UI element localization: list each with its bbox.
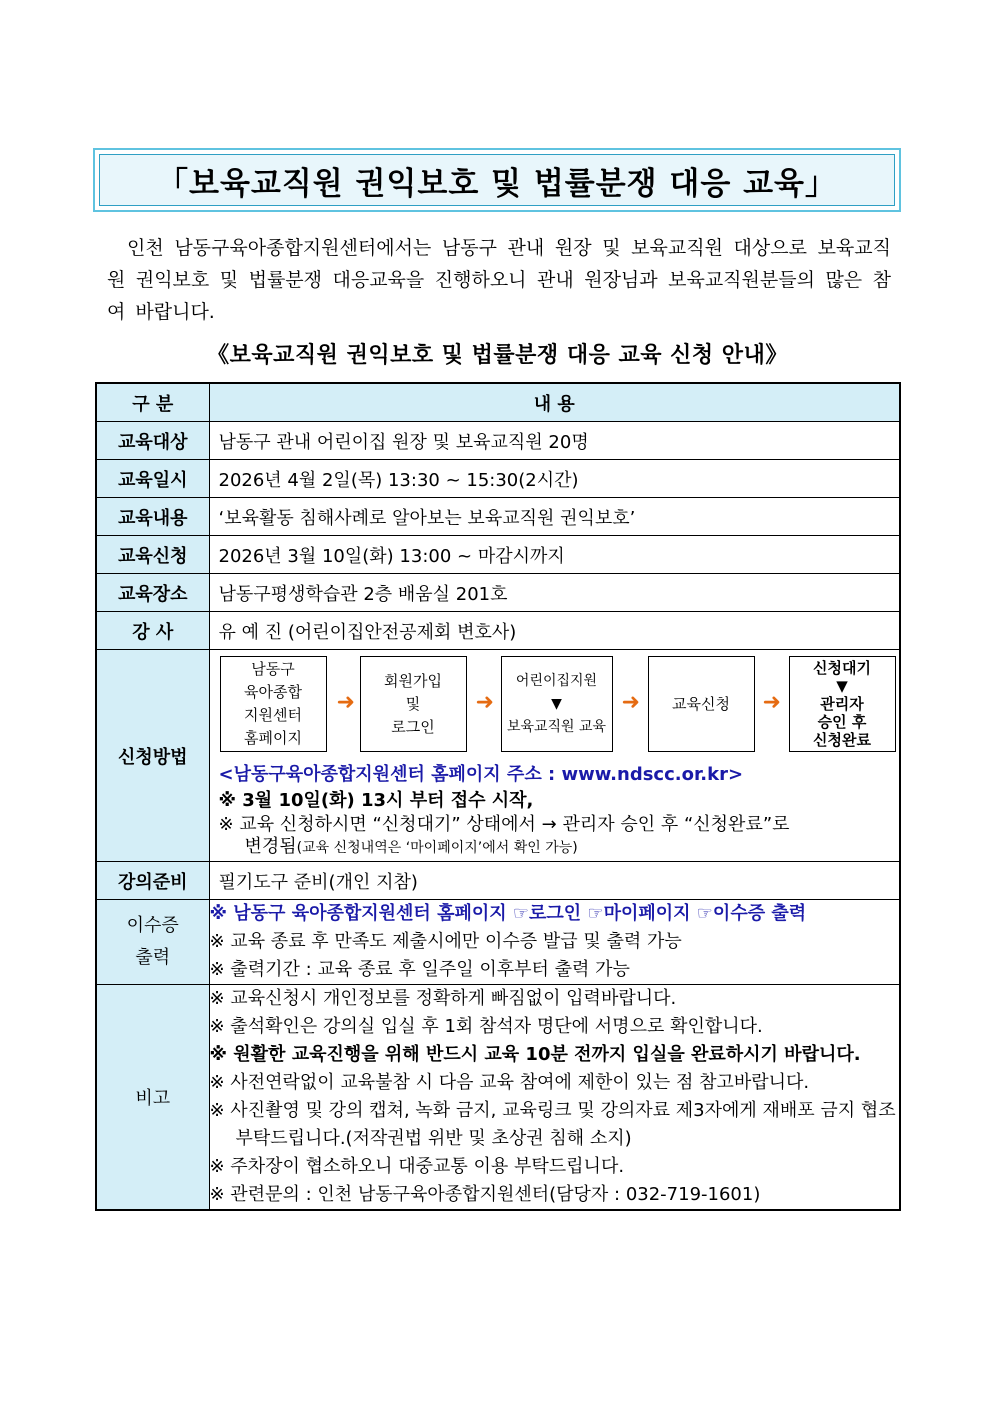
remark-item: ※ 관련문의 : 인천 남동구육아종합지원센터(담당자 : 032-719-1601) <box>209 1184 761 1205</box>
value-content: ‘보육활동 침해사례로 알아보는 보육교직원 권익보호’ <box>209 498 900 536</box>
row-certificate <box>96 900 900 985</box>
remark-item: ※ 주차장이 협소하오니 대중교통 이용 부탁드립니다. <box>209 1156 625 1177</box>
table-header-row <box>96 383 900 422</box>
intro-paragraph: 인천 남동구육아종합지원센터에서는 남동구 관내 원장 및 보육교직원 대상으로 보육교직원 권익보호 및 법률분쟁 대응교육을 진행하오니 관내 원장님과 보육교직원분들의 많은 참여 바랍니다. <box>107 237 891 323</box>
label-lecturer: 강 사 <box>96 612 209 650</box>
step-text: 회원가입 <box>384 671 442 690</box>
guide-subtitle: 《보육교직원 권익보호 및 법률분쟁 대응 교육 신청 안내》 <box>207 343 788 368</box>
step-text: 남동구 <box>251 660 295 678</box>
row-apply <box>96 536 900 574</box>
step-text: 홈페이지 <box>244 729 302 747</box>
label-target: 교육대상 <box>96 422 209 460</box>
method-note-status-line2 <box>219 836 894 859</box>
flow-step-apply <box>648 656 755 752</box>
remark-item: ※ 사전연락없이 교육불참 시 다음 교육 참여에 제한이 있는 점 참고바랍니다. <box>209 1072 810 1093</box>
step-text: 신청대기 <box>813 659 871 677</box>
value-lecturer: 유 예 진 (어린이집안전공제회 변호사) <box>209 612 900 650</box>
flow-arrow-icon: ➜ <box>762 690 781 715</box>
label-place: 교육장소 <box>96 574 209 612</box>
method-note-status <box>219 814 894 859</box>
value-apply: 2026년 3월 10일(화) 13:00 ~ 마감시까지 <box>209 536 900 574</box>
cert-note-condition: ※ 교육 종료 후 만족도 제출시에만 이수증 발급 및 출력 가능 <box>209 931 682 952</box>
row-date <box>96 460 900 498</box>
flow-step-menu <box>501 656 613 752</box>
row-target <box>96 422 900 460</box>
method-notes <box>210 762 900 861</box>
apply-flow <box>210 650 900 762</box>
header-label: 구 분 <box>132 393 174 415</box>
title-box <box>93 148 901 212</box>
step-text: 육아종합 <box>244 683 302 701</box>
flow-step-complete <box>789 656 896 752</box>
row-method <box>96 650 900 862</box>
step-text: 승인 후 <box>817 713 867 731</box>
method-note-status-hint: (교육 신청내역은 ‘마이페이지’에서 확인 가능) <box>296 840 578 856</box>
step-text: 어린이집지원 <box>515 672 598 689</box>
row-prep <box>96 862 900 900</box>
label-method: 신청방법 <box>96 650 209 862</box>
row-lecturer <box>96 612 900 650</box>
method-note-start: ※ 3월 10일(화) 13시 부터 접수 시작, <box>218 790 534 811</box>
step-text: 로그인 <box>391 717 435 736</box>
step-text: 신청완료 <box>813 731 871 749</box>
value-prep: 필기도구 준비(개인 지참) <box>209 862 900 900</box>
flow-step-login <box>360 656 467 752</box>
flow-arrow-icon: ➜ <box>621 690 640 715</box>
label-date: 교육일시 <box>96 460 209 498</box>
method-note-status-changed: 변경됨 <box>244 836 297 857</box>
remark-item: ※ 사진촬영 및 강의 캡쳐, 녹화 금지, 교육링크 및 강의자료 제3자에게 재배포 금지 협조부탁드립니다.(저작권법 위반 및 초상권 침해 소지) <box>209 1100 896 1149</box>
value-remarks <box>209 985 900 1211</box>
label-prep: 강의준비 <box>96 862 209 900</box>
cert-note-path: ※ 남동구 육아종합지원센터 홈페이지 ☞로그인 ☞마이페이지 ☞이수증 출력 <box>209 903 807 924</box>
homepage-address: <남동구육아종합지원센터 홈페이지 주소 : www.ndscc.or.kr> <box>218 764 744 785</box>
down-triangle-icon: ▼ <box>836 677 848 695</box>
remark-item: ※ 원활한 교육진행을 위해 반드시 교육 10분 전까지 입실을 완료하시기 바랍니다. <box>209 1044 861 1065</box>
step-text: 교육신청 <box>672 694 730 713</box>
method-note-status-line1: ※ 교육 신청하시면 “신청대기” 상태에서 → 관리자 승인 후 “신청완료”로 <box>218 814 790 835</box>
header-label-cell <box>96 383 209 422</box>
value-place: 남동구평생학습관 2층 배움실 201호 <box>209 574 900 612</box>
row-remarks <box>96 985 900 1211</box>
label-apply: 교육신청 <box>96 536 209 574</box>
header-content: 내 용 <box>533 393 575 415</box>
label-content: 교육내용 <box>96 498 209 536</box>
step-text: 보육교직원 교육 <box>506 718 607 735</box>
step-text: 지원센터 <box>244 706 302 724</box>
row-content <box>96 498 900 536</box>
label-certificate <box>96 900 209 985</box>
down-triangle-icon: ▼ <box>551 695 562 712</box>
value-certificate <box>209 900 900 985</box>
value-target: 남동구 관내 어린이집 원장 및 보육교직원 20명 <box>209 422 900 460</box>
row-place <box>96 574 900 612</box>
remark-item: ※ 교육신청시 개인정보를 정확하게 빠짐없이 입력바랍니다. <box>209 988 677 1009</box>
step-text: 관리자 <box>820 695 864 713</box>
value-date: 2026년 4월 2일(목) 13:30 ~ 15:30(2시간) <box>209 460 900 498</box>
header-content-cell <box>209 383 900 422</box>
label-certificate-line2: 출력 <box>135 947 171 968</box>
flow-step-homepage <box>220 656 327 752</box>
guide-table <box>95 382 901 1211</box>
document-title: 「보육교직원 권익보호 및 법률분쟁 대응 교육」 <box>99 154 895 206</box>
value-method <box>209 650 900 862</box>
flow-arrow-icon: ➜ <box>475 690 494 715</box>
remark-item: ※ 출석확인은 강의실 입실 후 1회 참석자 명단에 서명으로 확인합니다. <box>209 1016 763 1037</box>
label-remarks: 비고 <box>96 985 209 1211</box>
flow-arrow-icon: ➜ <box>336 690 355 715</box>
label-certificate-line1: 이수증 <box>126 915 179 936</box>
step-text: 및 <box>405 694 421 713</box>
cert-note-period: ※ 출력기간 : 교육 종료 후 일주일 이후부터 출력 가능 <box>209 959 630 980</box>
